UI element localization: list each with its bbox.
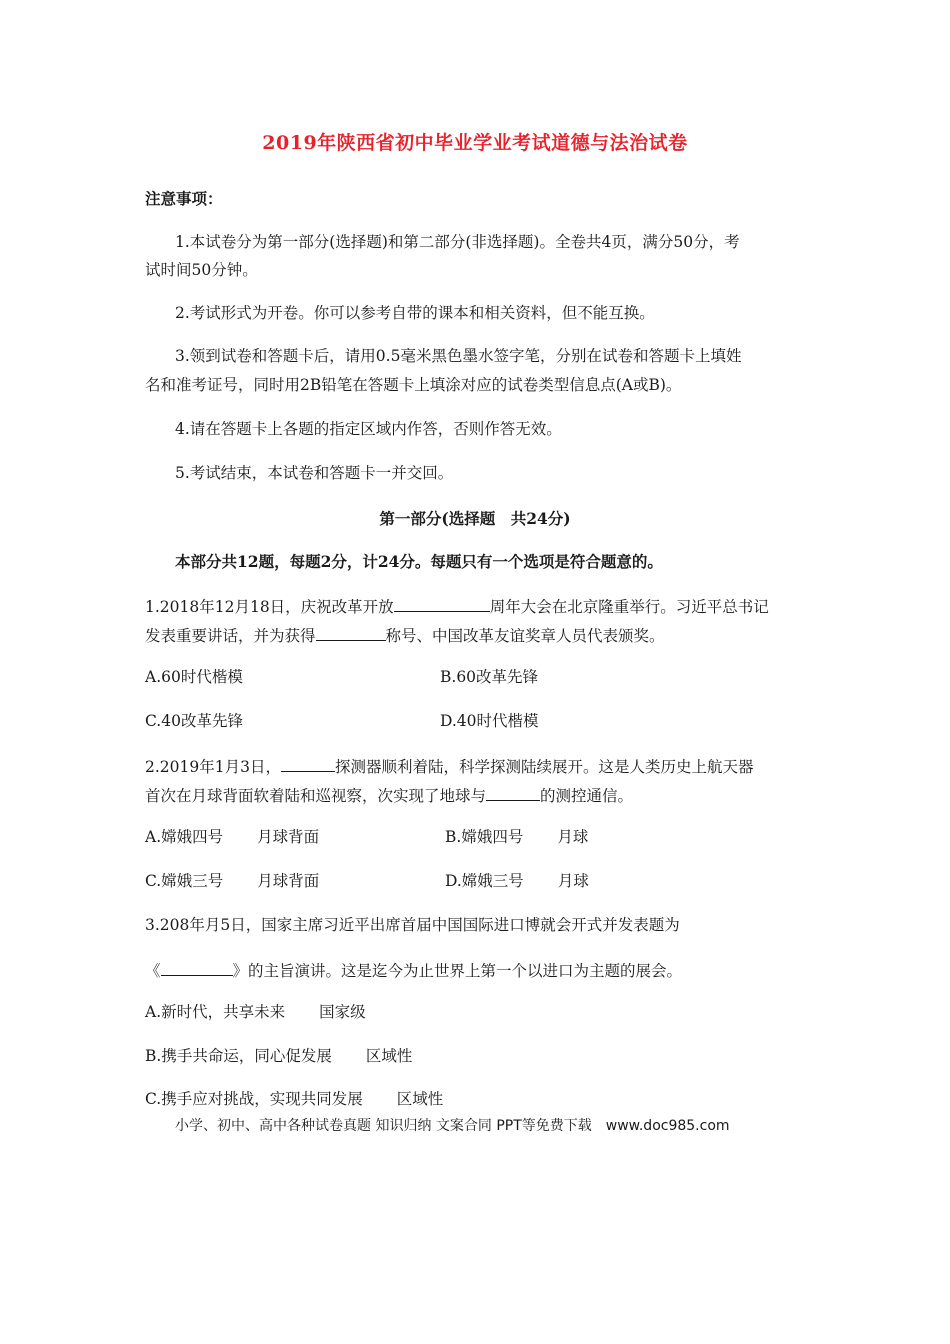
q2-text-b: 探测器顺利着陆，科学探测陆续展开。这是人类历史上航天器 xyxy=(334,758,754,776)
q2-blank-1 xyxy=(281,754,335,772)
q3-option-c-theme: C.携手应对挑战，实现共同发展 xyxy=(145,1090,363,1108)
q2-text-d: 的测控通信。 xyxy=(540,787,634,805)
q2-text-a: 2.2019年1月3日， xyxy=(145,758,281,776)
q2-option-d-name: D.嫦娥三号 xyxy=(445,872,524,890)
q2-text-c: 首次在月球背面软着陆和巡视察，次实现了地球与 xyxy=(145,787,487,805)
q1-blank-2 xyxy=(316,623,386,641)
q3-blank-1 xyxy=(161,958,233,976)
notice-heading: 注意事项： xyxy=(145,189,223,208)
q2-option-a xyxy=(145,826,319,848)
notice-item-1: 1.本试卷分为第一部分(选择题)和第二部分(非选择题)。全卷共4页，满分50分，考 xyxy=(175,233,740,251)
q3-option-b xyxy=(145,1045,412,1067)
q2-option-a-name: A.嫦娥四号 xyxy=(145,828,224,846)
q3-option-c xyxy=(145,1088,443,1110)
q1-option-b: B.60改革先锋 xyxy=(440,668,539,686)
q1-text-b: 周年大会在北京隆重举行。习近平总书记 xyxy=(489,598,769,616)
notice-item-3-cont: 名和准考证号，同时用2B铅笔在答题卡上填涂对应的试卷类型信息点(A或B)。 xyxy=(145,376,682,394)
q1-text-a: 1.2018年12月18日，庆祝改革开放 xyxy=(145,598,394,616)
q1-blank-1 xyxy=(394,594,490,612)
q2-option-b-place: 月球 xyxy=(557,828,589,846)
q1-option-d: D.40时代楷模 xyxy=(440,712,539,730)
q1-option-a: A.60时代楷模 xyxy=(145,668,243,686)
q3-text-a: 《 xyxy=(145,962,161,980)
question-2-line-1 xyxy=(145,754,753,778)
q2-option-c xyxy=(145,870,319,892)
notice-item-4: 4.请在答题卡上各题的指定区域内作答，否则作答无效。 xyxy=(175,420,562,438)
notice-item-1-cont: 试时间50分钟。 xyxy=(145,261,258,279)
question-2-line-2 xyxy=(145,783,633,807)
question-1-line-2 xyxy=(145,623,665,647)
q2-option-c-place: 月球背面 xyxy=(257,872,320,890)
notice-item-5: 5.考试结束，本试卷和答题卡一并交回。 xyxy=(175,464,454,482)
part1-instruction: 本部分共12题，每题2分，计24分。每题只有一个选项是符合题意的。 xyxy=(175,552,663,571)
q3-option-b-theme: B.携手共命运，同心促发展 xyxy=(145,1047,332,1065)
q2-option-d xyxy=(445,870,589,892)
q2-option-b-name: B.嫦娥四号 xyxy=(445,828,524,846)
question-1-line-1 xyxy=(145,594,769,618)
footer-watermark: 小学、初中、高中各种试卷真题 知识归纳 文案合同 PPT等免费下载 www.doc985.com xyxy=(175,1118,730,1134)
q2-blank-2 xyxy=(486,783,540,801)
q2-option-a-place: 月球背面 xyxy=(257,828,320,846)
q3-option-a-theme: A.新时代，共享未来 xyxy=(145,1003,286,1021)
q3-option-b-level: 区域性 xyxy=(365,1047,413,1065)
page-title: 2019年陕西省初中毕业学业考试道德与法治试卷 xyxy=(262,132,688,154)
q1-text-c: 发表重要讲话，并为获得 xyxy=(145,627,316,645)
q1-option-c: C.40改革先锋 xyxy=(145,712,243,730)
q1-text-d: 称号、中国改革友谊奖章人员代表颁奖。 xyxy=(385,627,665,645)
notice-item-2: 2.考试形式为开卷。你可以参考自带的课本和相关资料，但不能互换。 xyxy=(175,304,655,322)
notice-item-3: 3.领到试卷和答题卡后，请用0.5毫米黑色墨水签字笔，分别在试卷和答题卡上填姓 xyxy=(175,347,742,365)
q2-option-d-place: 月球 xyxy=(557,872,589,890)
q3-option-c-level: 区域性 xyxy=(396,1090,444,1108)
question-3-line-1: 3.208年月5日，国家主席习近平出席首届中国国际进口博就会开式并发表题为 xyxy=(145,916,680,934)
q3-option-a xyxy=(145,1001,366,1023)
q2-option-b xyxy=(445,826,588,848)
q3-option-a-level: 国家级 xyxy=(319,1003,366,1021)
q3-text-b: 》的主旨演讲。这是迄今为止世界上第一个以进口为主题的展会。 xyxy=(232,962,683,980)
part1-heading: 第一部分(选择题 共24分) xyxy=(379,509,571,528)
question-3-line-2 xyxy=(145,958,682,982)
q2-option-c-name: C.嫦娥三号 xyxy=(145,872,224,890)
